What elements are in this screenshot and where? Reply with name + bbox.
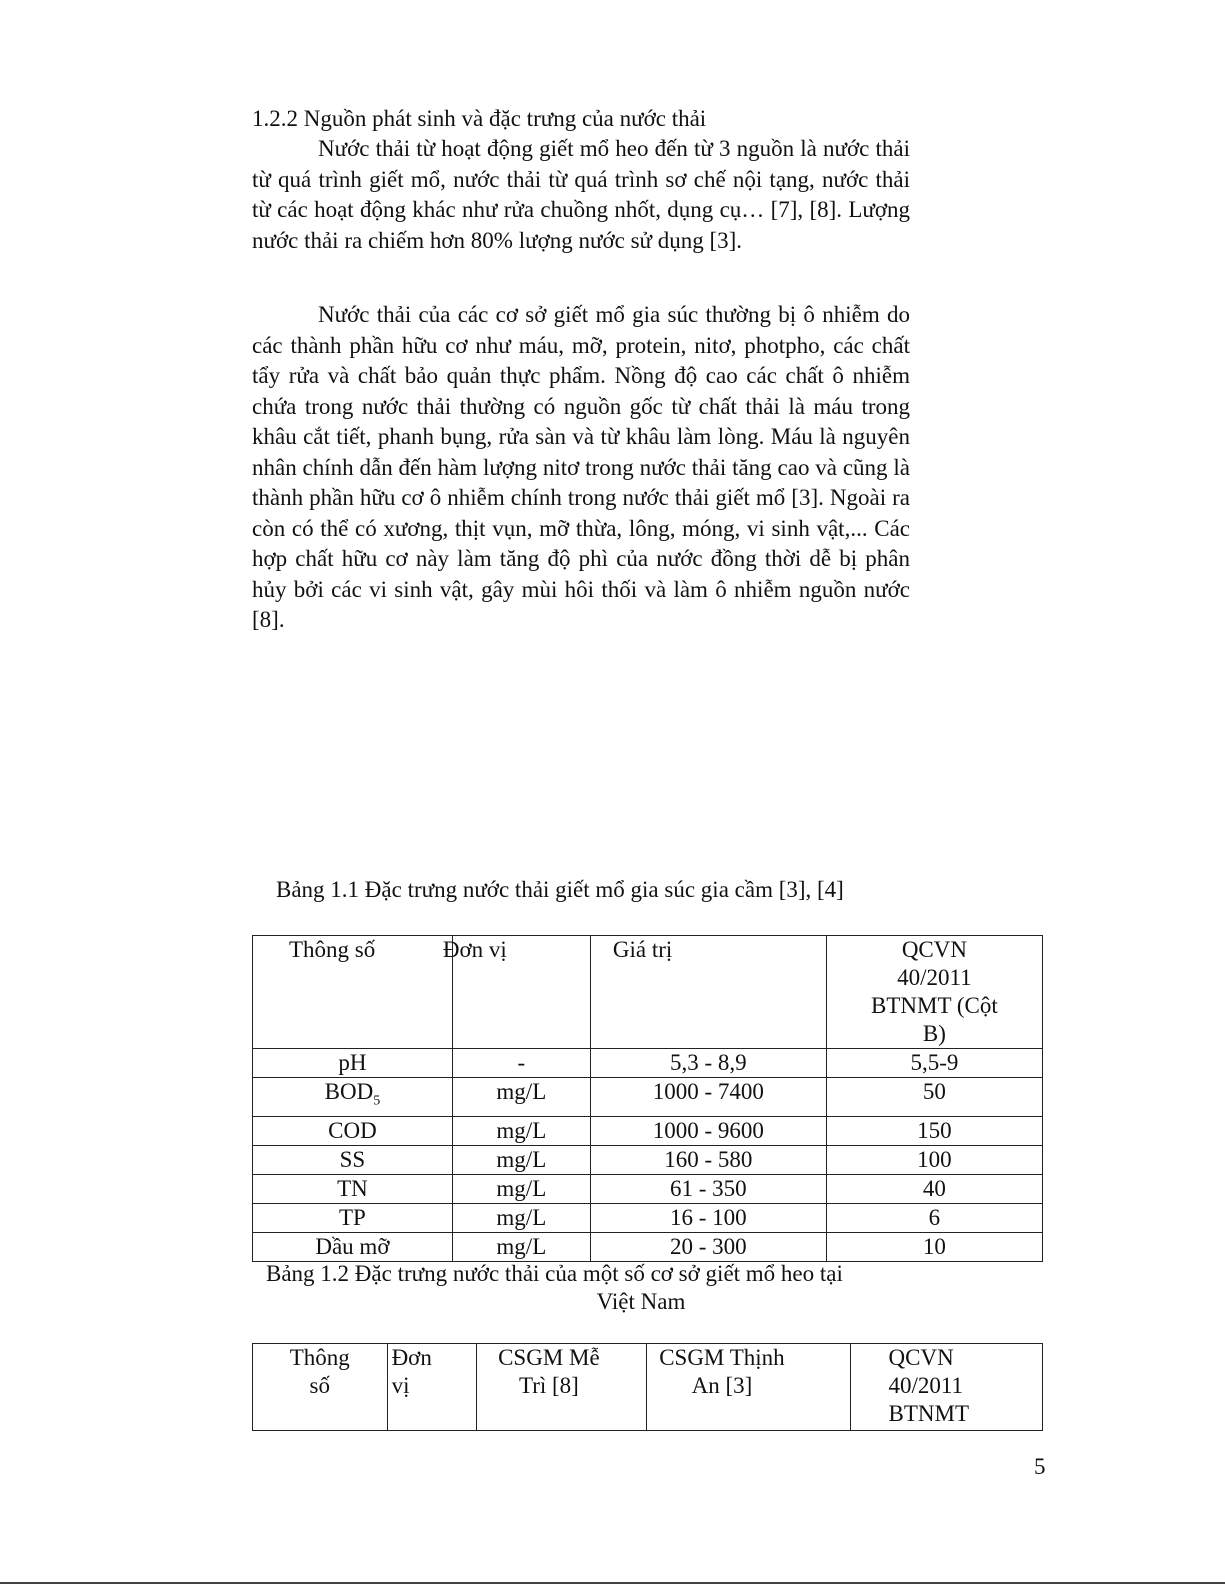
header-text: Đơn vị — [442, 937, 507, 962]
cell-unit: mg/L — [452, 1145, 590, 1174]
cell-value: 20 - 300 — [590, 1232, 826, 1261]
table2-header-row — [253, 1344, 1043, 1431]
header-text: QCVN 40/2011 BTNMT (Cột B) — [871, 937, 998, 1046]
table2-caption — [266, 1260, 886, 1316]
header-text: Giá trị — [612, 937, 673, 962]
table2-header-cell — [387, 1344, 476, 1431]
table-wastewater-characteristics — [252, 935, 1043, 1262]
cell-param: TN — [253, 1174, 453, 1203]
table1-header-cell — [590, 936, 826, 1049]
cell-limit: 50 — [826, 1078, 1042, 1117]
table1-header-cell — [826, 936, 1042, 1049]
section-heading: 1.2.2 Nguồn phát sinh và đặc trưng của nước thải — [252, 106, 707, 131]
cell-value: 1000 - 7400 — [590, 1078, 826, 1117]
cell-value: 5,3 - 8,9 — [590, 1049, 826, 1078]
table-row — [253, 1049, 1043, 1078]
table2-header-cell — [646, 1344, 850, 1431]
cell-unit: mg/L — [452, 1078, 590, 1117]
header-text: CSGM Mễ Trì [8] — [498, 1345, 600, 1398]
cell-unit: mg/L — [452, 1203, 590, 1232]
table-row — [253, 1174, 1043, 1203]
table-row — [253, 1116, 1043, 1145]
cell-unit: mg/L — [452, 1232, 590, 1261]
table2-caption-line2: Việt Nam — [596, 1289, 686, 1314]
table-row — [253, 1232, 1043, 1261]
paragraph-characteristics — [252, 300, 910, 636]
cell-limit: 6 — [826, 1203, 1042, 1232]
cell-unit: mg/L — [452, 1116, 590, 1145]
paragraph-sources — [252, 134, 910, 256]
header-text: Thông số — [289, 937, 376, 962]
page-bottom-rule — [0, 1582, 1225, 1584]
cell-value: 16 - 100 — [590, 1203, 826, 1232]
cell-param: COD — [253, 1116, 453, 1145]
cell-param: Dầu mỡ — [253, 1232, 453, 1261]
cell-limit: 10 — [826, 1232, 1042, 1261]
table-row — [253, 1203, 1043, 1232]
cell-unit: - — [452, 1049, 590, 1078]
cell-value: 61 - 350 — [590, 1174, 826, 1203]
table2-header-cell — [476, 1344, 646, 1431]
table1-header-cell — [253, 936, 453, 1049]
cell-limit: 100 — [826, 1145, 1042, 1174]
cell-limit: 150 — [826, 1116, 1042, 1145]
table-slaughterhouse-comparison — [252, 1343, 1043, 1431]
header-text: Thông số — [289, 1345, 350, 1398]
cell-limit: 5,5-9 — [826, 1049, 1042, 1078]
table1-caption: Bảng 1.1 Đặc trưng nước thải giết mổ gia súc gia cầm [3], [4] — [276, 877, 844, 902]
paragraph-characteristics-text: Nước thải của các cơ sở giết mổ gia súc thường bị ô nhiễm do các thành phần hữu cơ như máu, mỡ, protein, nitơ, photpho, các chất tẩy rửa và chất bảo quản thực phẩm. Nồng độ cao các chất ô nhiễm chứa trong nước thải thường có nguồn gốc từ chất thải là máu trong khâu cắt tiết, phanh bụng, rửa sàn và từ khâu làm lòng. Máu là nguyên nhân chính dẫn đến hàm lượng nitơ trong nước thải tăng cao và cũng là thành phần hữu cơ ô nhiễm chính trong nước thải giết mổ [3]. Ngoài ra còn có thể có xương, thịt vụn, mỡ thừa, lông, móng, vi sinh vật,... Các hợp chất hữu cơ này làm tăng độ phì của nước đồng thời dễ bị phân hủy bởi các vi sinh vật, gây mùi hôi thối và làm ô nhiễm nguồn nước [8]. — [252, 302, 910, 632]
cell-param: TP — [253, 1203, 453, 1232]
page-number: 5 — [1034, 1454, 1046, 1479]
paragraph-sources-text: Nước thải từ hoạt động giết mổ heo đến từ 3 nguồn là nước thải từ quá trình giết mổ, nước thải từ quá trình sơ chế nội tạng, nước thải từ các hoạt động khác như rửa chuồng nhốt, dụng cụ… [7], [8]. Lượng nước thải ra chiếm hơn 80% lượng nước sử dụng [3]. — [252, 136, 910, 253]
table-row — [253, 1145, 1043, 1174]
table1-header-cell — [442, 936, 590, 1049]
table2-caption-line1: Bảng 1.2 Đặc trưng nước thải của một số cơ sở giết mổ heo tại — [266, 1261, 843, 1286]
cell-param: pH — [253, 1049, 453, 1078]
bod-subscript: 5 — [373, 1093, 381, 1109]
header-text: Đơn vị — [391, 1345, 432, 1398]
cell-param: SS — [253, 1145, 453, 1174]
table2-header-cell — [850, 1344, 1042, 1431]
cell-unit: mg/L — [452, 1174, 590, 1203]
cell-value: 1000 - 9600 — [590, 1116, 826, 1145]
table1-header-row — [253, 936, 1043, 1049]
cell-param — [253, 1078, 453, 1117]
table-row — [253, 1078, 1043, 1117]
cell-value: 160 - 580 — [590, 1145, 826, 1174]
cell-limit: 40 — [826, 1174, 1042, 1203]
header-text: QCVN 40/2011 BTNMT — [888, 1345, 970, 1426]
bod-text: BOD — [324, 1079, 374, 1104]
header-text: CSGM Thịnh An [3] — [659, 1345, 785, 1398]
table2-header-cell — [253, 1344, 388, 1431]
